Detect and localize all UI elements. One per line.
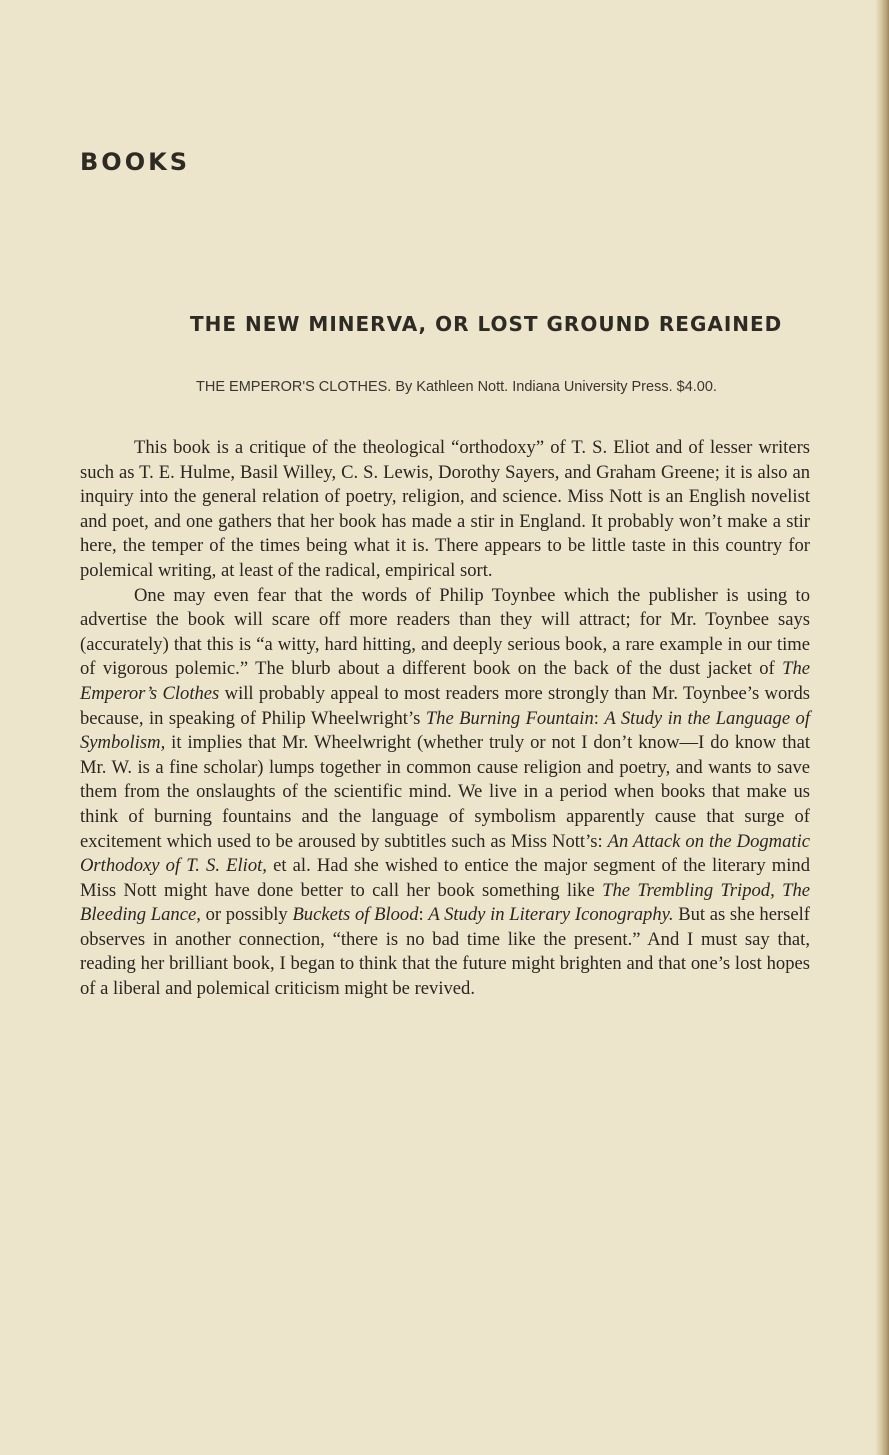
text-run: : [418, 904, 429, 926]
text-run: : [593, 707, 605, 729]
book-title: The Burning Fountain [425, 707, 594, 729]
paragraph: This book is a critique of the theological “orthodoxy” of T. S. Eliot and of lesser writers such as T. E. Hulme, Basil Willey, C. S. Lewis, Dorothy Sayers, and Graham Greene; it is also an inquiry into the general relation of poetry, religion, and science. Miss Nott is an English novelist and poet, and one gathers that her book has made a stir in England. It probably won’t make a stir here, the temper of the times being what it is. There appears to be little taste in this country for polemical writing, at least of the radical, empirical sort. [80, 437, 810, 581]
hypothetical-title: The Trembling Tripod, The Bleeding Lance, [80, 879, 810, 926]
text-run: will probably appeal to most readers more strongly than Mr. Toynbee’s words because, in speaking of Philip Wheelwright’s [80, 682, 810, 729]
text-run: But as she herself observes in another connection, “there is no bad time like the present.” And I must say that, reading her brilliant book, I began to think that the future might brighten and that one’s lost hopes of a liberal and polemical criticism might be revived. [80, 904, 810, 1000]
book-title: The Emperor’s Clothes [80, 658, 810, 704]
paragraph [80, 584, 810, 1002]
section-heading: BOOKS [80, 148, 190, 176]
text-run: or possibly [200, 904, 293, 926]
page-edge [875, 0, 889, 1455]
text-run: et al. Had she wished to entice the major segment of the literary mind Miss Nott might have done better to call her book something like [80, 855, 811, 901]
text-run: One may even fear that the words of Philip Toynbee which the publisher is using to advertise the book will scare off more readers than they will attract; for Mr. Toynbee says (accurately) that this is “a witty, hard hitting, and deeply serious book, a rare example in our time of vigorous polemic.” The blurb about a different book on the back of the dust jacket of [80, 584, 810, 680]
text-run: it implies that Mr. Wheelwright (whether truly or not I don’t know—I do know that Mr. W. is a fine scholar) lumps together in common cause religion and poetry, and wants to save them from the onslaughts of the scientific mind. We live in a period when books that make us think of burning fountains and the language of symbolism apparently cause that surge of excitement which used to be aroused by subtitles such as Miss Nott’s: [80, 732, 810, 852]
book-subtitle: An Attack on the Dogmatic Orthodoxy of T. S. Eliot, [80, 830, 810, 877]
review-body [80, 436, 810, 1002]
book-subtitle: A Study in the Language of Symbolism, [80, 707, 810, 754]
article-title: THE NEW MINERVA, OR LOST GROUND REGAINED [190, 312, 783, 336]
book-citation: THE EMPEROR'S CLOTHES. By Kathleen Nott. Indiana University Press. $4.00. [196, 379, 717, 395]
hypothetical-title: Buckets of Blood [292, 904, 419, 926]
hypothetical-subtitle: A Study in Literary Iconography. [428, 904, 674, 926]
